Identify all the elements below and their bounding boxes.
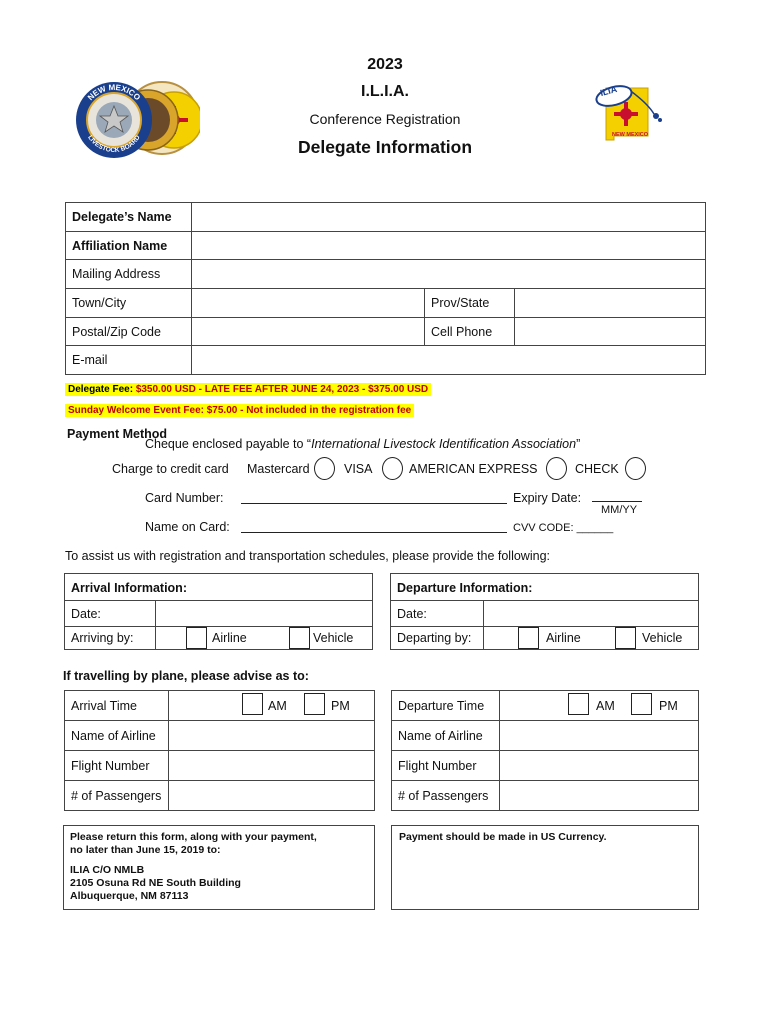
arrival-heading: Arrival Information: [71, 581, 187, 595]
arrival-airline-label: Airline [212, 631, 247, 645]
prov-state-field[interactable] [515, 289, 706, 318]
arrival-divider-2 [64, 626, 373, 627]
departure-heading: Departure Information: [397, 581, 533, 595]
amex-radio[interactable] [546, 457, 567, 480]
departure-passengers-label: # of Passengers [392, 781, 500, 811]
arriving-by-label: Arriving by: [71, 631, 134, 645]
arrival-vehicle-checkbox[interactable] [289, 627, 310, 649]
arrival-pm-label: PM [331, 699, 350, 713]
ilia-logo-state-text: NEW MEXICO [612, 132, 649, 138]
svg-text:LIVESTOCK BOARD: LIVESTOCK BOARD [86, 134, 142, 155]
sunday-fee-text: $75.00 - Not included in the registration fee [206, 405, 412, 416]
departure-passengers-field[interactable] [500, 781, 699, 811]
sunday-fee-label: Sunday Welcome Event Fee: [68, 405, 204, 416]
prov-state-label: Prov/State [425, 289, 515, 318]
cvv-label: CVV CODE: ______ [513, 522, 614, 534]
arrival-airline-name-label: Name of Airline [65, 721, 169, 751]
departure-airline-label: Airline [546, 631, 581, 645]
option-amex-label: AMERICAN EXPRESS [409, 462, 538, 476]
card-number-field[interactable] [241, 503, 507, 504]
departure-pm-label: PM [659, 699, 678, 713]
mastercard-radio[interactable] [314, 457, 335, 480]
expiry-format: MM/YY [601, 504, 638, 516]
arrival-vehicle-label: Vehicle [313, 631, 354, 645]
departure-col-divider [483, 600, 484, 650]
arrival-col-divider [155, 600, 156, 650]
departure-am-checkbox[interactable] [568, 693, 589, 715]
departure-airline-name-field[interactable] [500, 721, 699, 751]
plane-heading: If travelling by plane, please advise as to: [63, 669, 309, 683]
affiliation-field[interactable] [192, 231, 706, 260]
currency-box [391, 825, 699, 910]
arrival-passengers-field[interactable] [169, 781, 375, 811]
departure-am-label: AM [596, 699, 615, 713]
assist-text: To assist us with registration and transportation schedules, please provide the following: [65, 549, 550, 563]
cell-phone-field[interactable] [515, 317, 706, 346]
header-org: I.L.I.A. [361, 83, 409, 100]
arrival-date-label: Date: [71, 607, 101, 621]
arrival-flight-number-field[interactable] [169, 751, 375, 781]
option-mastercard-label: Mastercard [247, 462, 310, 476]
charge-card-label: Charge to credit card [112, 462, 229, 476]
cheque-payee: International Livestock Identification Association [311, 437, 577, 451]
expiry-field[interactable] [592, 501, 642, 502]
delegate-fee-text: $350.00 USD - LATE FEE AFTER JUNE 24, 2023 - $375.00 USD [135, 384, 429, 395]
arrival-divider-1 [64, 600, 373, 601]
return-box [63, 825, 375, 910]
departure-airline-checkbox[interactable] [518, 627, 539, 649]
departure-pm-checkbox[interactable] [631, 693, 652, 715]
mailing-address-label: Mailing Address [66, 260, 192, 289]
arrival-airline-name-field[interactable] [169, 721, 375, 751]
option-visa-label: VISA [344, 462, 373, 476]
departure-airline-name-label: Name of Airline [392, 721, 500, 751]
arrival-am-checkbox[interactable] [242, 693, 263, 715]
header-subtitle: Conference Registration [309, 111, 461, 127]
arrival-airline-checkbox[interactable] [186, 627, 207, 649]
delegate-name-field[interactable] [192, 203, 706, 232]
plane-arrival-table [64, 690, 375, 811]
email-field[interactable] [192, 346, 706, 375]
arrival-passengers-label: # of Passengers [65, 781, 169, 811]
town-field[interactable] [192, 289, 425, 318]
postal-label: Postal/Zip Code [66, 317, 192, 346]
currency-note: Payment should be made in US Currency. [399, 831, 607, 843]
affiliation-label: Affiliation Name [66, 231, 192, 260]
plane-departure-table [391, 690, 699, 811]
cell-phone-label: Cell Phone [425, 317, 515, 346]
delegate-table [65, 202, 706, 375]
option-check-label: CHECK [575, 462, 619, 476]
delegate-fee-label: Delegate Fee: [68, 384, 134, 395]
cheque-prefix: Cheque enclosed payable to “ [145, 437, 312, 451]
expiry-label: Expiry Date: [513, 491, 582, 505]
mailing-address-field[interactable] [192, 260, 706, 289]
return-address-2: 2105 Osuna Rd NE South Building [70, 877, 241, 889]
visa-radio[interactable] [382, 457, 403, 480]
delegate-name-label: Delegate’s Name [66, 203, 192, 232]
departure-vehicle-checkbox[interactable] [615, 627, 636, 649]
departure-date-field[interactable] [485, 602, 697, 624]
departure-divider-2 [390, 626, 699, 627]
sunday-fee-line [65, 402, 414, 416]
page-title: Delegate Information [297, 137, 473, 157]
delegate-fee-line [65, 381, 431, 395]
header-year: 2023 [367, 56, 403, 73]
return-line-1: Please return this form, along with your payment, [70, 831, 317, 843]
name-on-card-field[interactable] [241, 532, 507, 533]
svg-text:NEW MEXICO: NEW MEXICO [85, 82, 143, 103]
arrival-time-label: Arrival Time [65, 691, 169, 721]
arrival-pm-checkbox[interactable] [304, 693, 325, 715]
departure-date-label: Date: [397, 607, 427, 621]
email-label: E-mail [66, 346, 192, 375]
arrival-date-field[interactable] [157, 602, 371, 624]
card-number-label: Card Number: [145, 491, 224, 505]
departure-vehicle-label: Vehicle [642, 631, 683, 645]
departure-flight-number-label: Flight Number [392, 751, 500, 781]
cheque-line [145, 437, 580, 451]
return-address-1: ILIA C/O NMLB [70, 864, 145, 876]
return-line-2: no later than June 15, 2019 to: [70, 844, 221, 856]
cheque-suffix: ” [576, 437, 581, 451]
arrival-flight-number-label: Flight Number [65, 751, 169, 781]
arrival-am-label: AM [268, 699, 287, 713]
departure-divider-1 [390, 600, 699, 601]
town-label: Town/City [66, 289, 192, 318]
return-address-3: Albuquerque, NM 87113 [70, 890, 189, 902]
departing-by-label: Departing by: [397, 631, 472, 645]
departure-flight-number-field[interactable] [500, 751, 699, 781]
ilia-logo-badge-text: ILIA [598, 83, 619, 99]
check-radio[interactable] [625, 457, 646, 480]
postal-field[interactable] [192, 317, 425, 346]
payment-method-heading: Payment Method [67, 427, 168, 441]
name-on-card-label: Name on Card: [145, 520, 230, 534]
departure-time-label: Departure Time [392, 691, 500, 721]
